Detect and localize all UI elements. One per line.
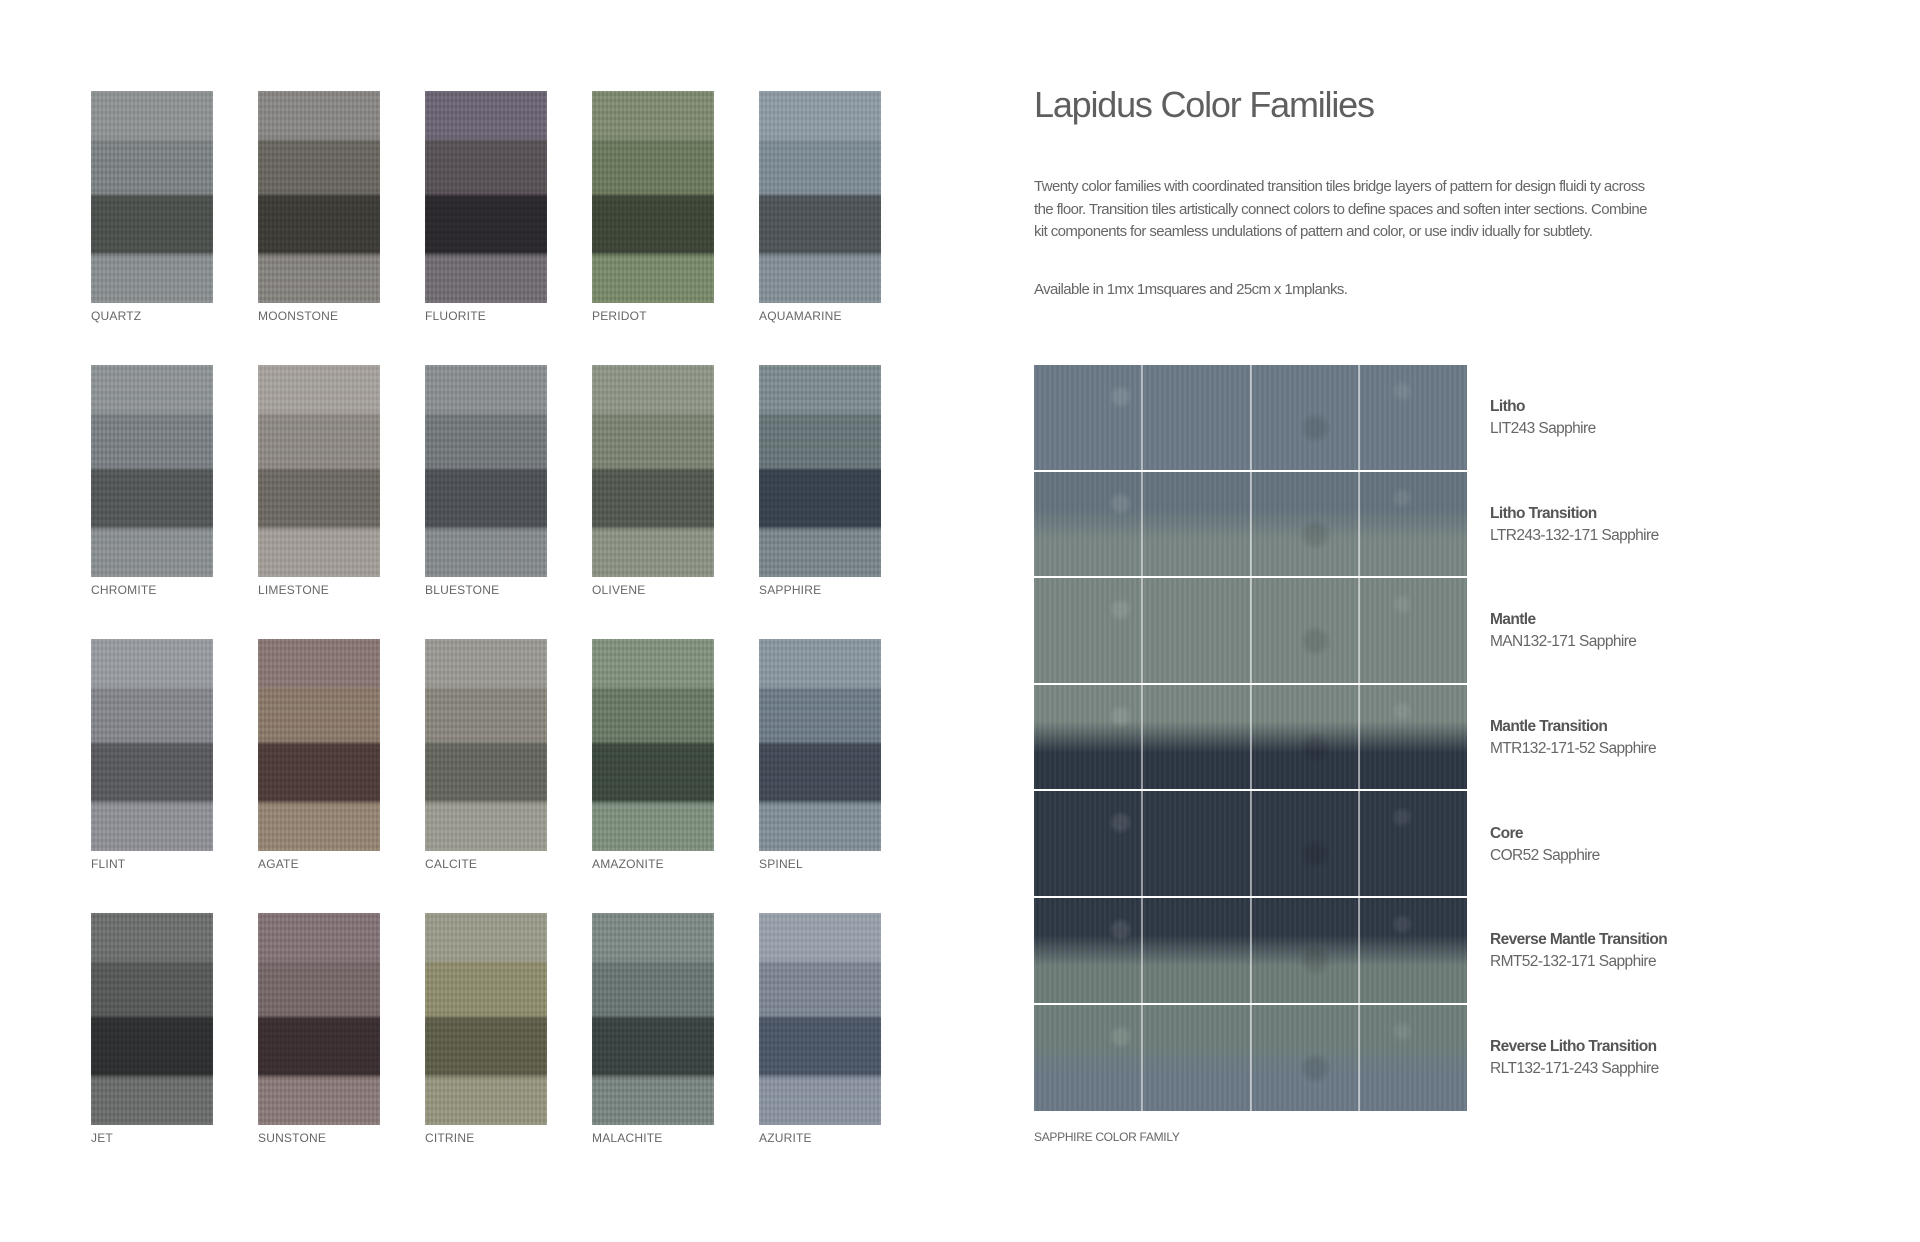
swatch-chromite xyxy=(91,365,213,639)
family-label xyxy=(1490,472,1750,579)
tile-seam xyxy=(1358,685,1360,790)
family-code: MTR132-171-52 Sapphire xyxy=(1490,740,1657,758)
family-label xyxy=(1490,1005,1750,1112)
family-tile-row xyxy=(1034,578,1467,685)
swatch-fluorite xyxy=(425,91,547,365)
swatch-label: AQUAMARINE xyxy=(759,309,842,323)
tile-seam xyxy=(1250,685,1252,790)
tile-seam xyxy=(1250,791,1252,896)
tile-seam xyxy=(1358,472,1360,577)
swatch-tile xyxy=(258,365,380,577)
tile-seam xyxy=(1141,1005,1143,1112)
family-label xyxy=(1490,365,1750,472)
swatch-label: AZURITE xyxy=(759,1131,812,1145)
swatch-label: LIMESTONE xyxy=(258,583,329,597)
family-name: Mantle Transition xyxy=(1490,718,1608,736)
family-name: Reverse Litho Transition xyxy=(1490,1037,1657,1055)
tile-seam xyxy=(1250,365,1252,470)
tile-seam xyxy=(1141,578,1143,683)
swatch-label: JET xyxy=(91,1131,113,1145)
swatch-quartz xyxy=(91,91,213,365)
swatch-limestone xyxy=(258,365,380,639)
swatch-azurite xyxy=(759,913,881,1187)
family-code: RMT52-132-171 Sapphire xyxy=(1490,953,1657,971)
family-caption: SAPPHIRE COLOR FAMILY xyxy=(1034,1130,1180,1144)
swatch-tile xyxy=(759,365,881,577)
availability-text: Available in 1mx 1msquares and 25cm x 1mplanks. xyxy=(1034,281,1348,298)
family-tile-row xyxy=(1034,898,1467,1005)
description-text: Twenty color families with coordinated transition tiles bridge layers of pattern for design fluidi ty across the floor. Transition tiles artistically connect colors to define spaces and soften inter sections. Combine kit components for seamless undulations of pattern and color, or use indiv idually for subtlety. xyxy=(1034,178,1647,240)
swatch-grid xyxy=(91,91,881,1187)
swatch-label: SUNSTONE xyxy=(258,1131,327,1145)
swatch-label: CALCITE xyxy=(425,857,478,871)
family-code: MAN132-171 Sapphire xyxy=(1490,633,1637,651)
swatch-label: FLINT xyxy=(91,857,126,871)
sapphire-family-labels xyxy=(1490,365,1750,1111)
family-label xyxy=(1490,685,1750,792)
family-code: RLT132-171-243 Sapphire xyxy=(1490,1059,1659,1077)
family-label xyxy=(1490,791,1750,898)
page-title: Lapidus Color Families xyxy=(1034,84,1374,125)
swatch-label: BLUESTONE xyxy=(425,583,500,597)
swatch-tile xyxy=(425,639,547,851)
swatch-peridot xyxy=(592,91,714,365)
family-label xyxy=(1490,898,1750,1005)
swatch-label: MOONSTONE xyxy=(258,309,339,323)
swatch-tile xyxy=(91,639,213,851)
tile-seam xyxy=(1250,578,1252,683)
swatch-tile xyxy=(425,365,547,577)
swatch-spinel xyxy=(759,639,881,913)
swatch-tile xyxy=(425,91,547,303)
tile-seam xyxy=(1141,791,1143,896)
family-tile-row xyxy=(1034,365,1467,472)
tile-seam xyxy=(1358,898,1360,1003)
family-name: Litho Transition xyxy=(1490,504,1597,522)
tile-seam xyxy=(1250,472,1252,577)
swatch-tile xyxy=(759,913,881,1125)
tile-seam xyxy=(1141,472,1143,577)
tile-seam xyxy=(1358,365,1360,470)
family-tile-row xyxy=(1034,1005,1467,1112)
family-tile-row xyxy=(1034,791,1467,898)
swatch-label: SAPPHIRE xyxy=(759,583,822,597)
tile-seam xyxy=(1250,898,1252,1003)
swatch-label: MALACHITE xyxy=(592,1131,663,1145)
family-code: LTR243-132-171 Sapphire xyxy=(1490,526,1659,544)
family-name: Reverse Mantle Transition xyxy=(1490,931,1668,949)
swatch-tile xyxy=(592,639,714,851)
swatch-amazonite xyxy=(592,639,714,913)
swatch-tile xyxy=(592,913,714,1125)
swatch-label: OLIVENE xyxy=(592,583,646,597)
family-name: Mantle xyxy=(1490,611,1536,629)
swatch-label: CITRINE xyxy=(425,1131,475,1145)
swatch-flint xyxy=(91,639,213,913)
swatch-olivene xyxy=(592,365,714,639)
swatch-tile xyxy=(91,913,213,1125)
swatch-label: AGATE xyxy=(258,857,299,871)
swatch-agate xyxy=(258,639,380,913)
swatch-moonstone xyxy=(258,91,380,365)
swatch-jet xyxy=(91,913,213,1187)
family-code: LIT243 Sapphire xyxy=(1490,420,1596,438)
family-tile-row xyxy=(1034,685,1467,792)
tile-seam xyxy=(1358,1005,1360,1112)
family-name: Core xyxy=(1490,824,1523,842)
swatch-tile xyxy=(592,91,714,303)
tile-seam xyxy=(1358,578,1360,683)
swatch-malachite xyxy=(592,913,714,1187)
swatch-label: QUARTZ xyxy=(91,309,142,323)
family-tile-row xyxy=(1034,472,1467,579)
swatch-label: FLUORITE xyxy=(425,309,486,323)
swatch-tile xyxy=(759,639,881,851)
swatch-tile xyxy=(592,365,714,577)
swatch-sunstone xyxy=(258,913,380,1187)
tile-seam xyxy=(1358,791,1360,896)
family-code: COR52 Sapphire xyxy=(1490,846,1600,864)
tile-seam xyxy=(1141,685,1143,790)
swatch-tile xyxy=(258,913,380,1125)
tile-seam xyxy=(1250,1005,1252,1112)
tile-seam xyxy=(1141,365,1143,470)
swatch-aquamarine xyxy=(759,91,881,365)
swatch-bluestone xyxy=(425,365,547,639)
swatch-tile xyxy=(91,91,213,303)
family-name: Litho xyxy=(1490,398,1525,416)
swatch-sapphire xyxy=(759,365,881,639)
swatch-tile xyxy=(258,639,380,851)
family-label xyxy=(1490,578,1750,685)
swatch-calcite xyxy=(425,639,547,913)
swatch-label: PERIDOT xyxy=(592,309,647,323)
swatch-citrine xyxy=(425,913,547,1187)
swatch-tile xyxy=(425,913,547,1125)
swatch-tile xyxy=(258,91,380,303)
swatch-label: CHROMITE xyxy=(91,583,157,597)
sapphire-family-tiles xyxy=(1034,365,1467,1111)
tile-seam xyxy=(1141,898,1143,1003)
swatch-tile xyxy=(91,365,213,577)
swatch-label: SPINEL xyxy=(759,857,803,871)
swatch-tile xyxy=(759,91,881,303)
swatch-label: AMAZONITE xyxy=(592,857,664,871)
